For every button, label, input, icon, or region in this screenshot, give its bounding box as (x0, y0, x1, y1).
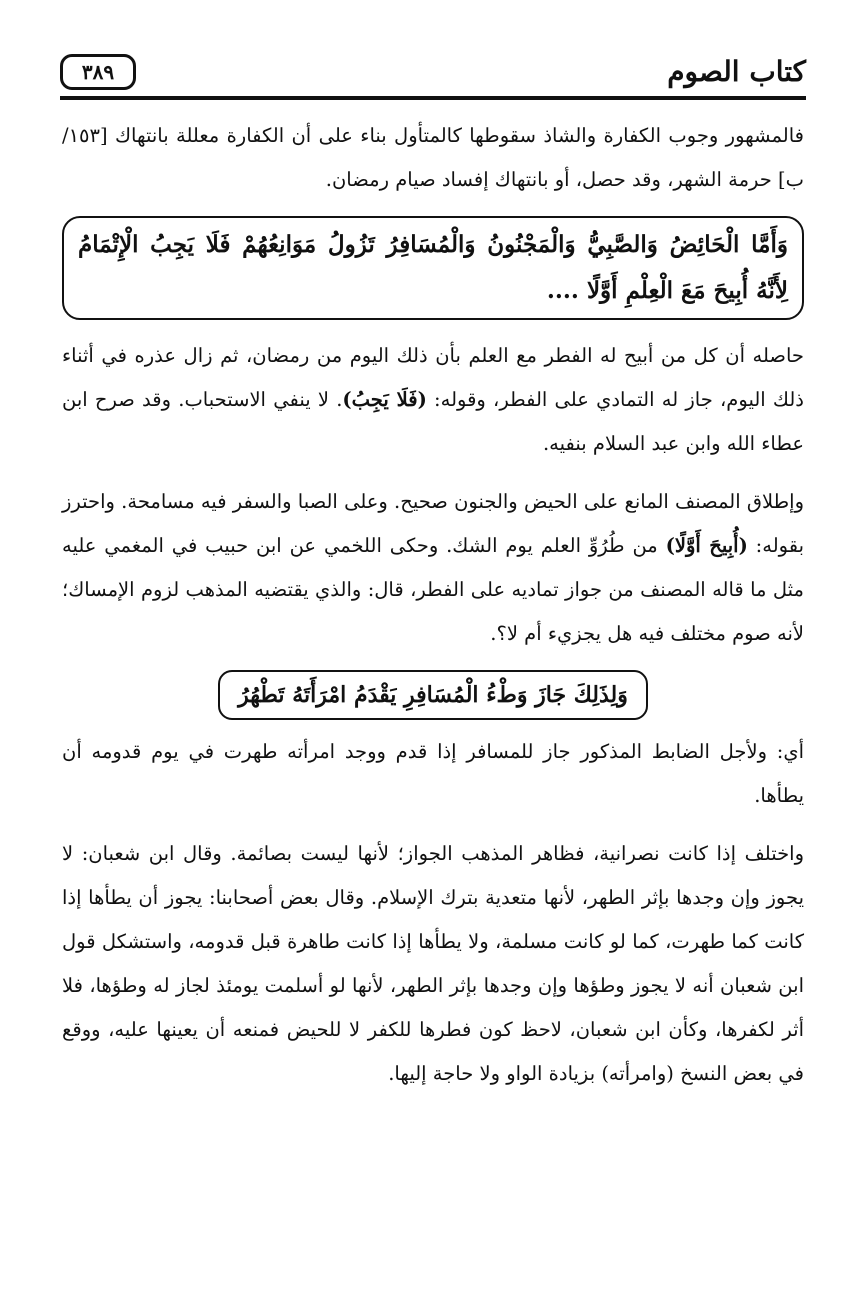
page-header (60, 52, 806, 102)
matn-text-1: وَأَمَّا الْحَائِضُ وَالصَّبِيُّ وَالْمَجْنُونُ وَالْمُسَافِرُ تَزُولُ مَوَانِعُهُمْ فَلَا يَجِبُ الْإِتْمَامُ لِأَنَّهُ أُبِيحَ مَعَ الْعِلْمِ أَوَّلًا .... (78, 231, 788, 304)
commentary-paragraph-3 (62, 480, 804, 656)
matn-box-2 (218, 670, 648, 720)
commentary-paragraph-5: واختلف إذا كانت نصرانية، فظاهر المذهب الجواز؛ لأنها ليست بصائمة. وقال ابن شعبان: لا يجوز وإن وجدها بإثر الطهر، لأنها متعدية بترك الإسلام. وقال بعض أصحابنا: يجوز أن يطأها إذا كانت كما طهرت، كما لو كانت مسلمة، ولا يطأها إذا كانت طاهرة قبل قدومه، واستشكل قول ابن شعبان أنه لا يجوز وطؤها وإن وجدها بإثر الطهر، لأنها لو أسلمت يومئذ لجاز له وطؤها، فلا أثر لكفرها، وكأن ابن شعبان، لاحظ كون فطرها للكفر لا للحيض فمنعه أن يعينها عليه، ووقع في بعض النسخ (وامرأته) بزيادة الواو ولا حاجة إليها. (62, 842, 804, 1085)
paragraph-3-text-end: من طُرُوِّ العلم يوم الشك. وحكى اللخمي عن ابن حبيب في المغمي عليه مثل ما قاله المصنف من جواز تماديه على الفطر، قال: والذي يقتضيه المذهب لزوم الإمساك؛ لأنه صوم مختلف فيه هل يجزيء أم لا؟. (62, 534, 804, 645)
header-divider (60, 96, 806, 100)
paragraph-3-text-start: وإطلاق المصنف المانع على الحيض والجنون صحيح. وعلى الصبا والسفر فيه مسامحة. واحترز بقوله: (62, 490, 804, 557)
book-title: كتاب الصوم (667, 55, 806, 88)
paragraph-2-quote: (فَلَا يَجِبُ) (342, 388, 427, 411)
paragraph-2-text-start: حاصله أن كل من أبيح له الفطر مع العلم بأن ذلك اليوم من رمضان، ثم زال عذره في أثناء ذلك اليوم، جاز له التمادي على الفطر، وقوله: (62, 344, 804, 411)
paragraph-2-text-end: . لا ينفي الاستحباب. وقد صرح ابن عطاء الله وابن عبد السلام بنفيه. (62, 388, 804, 455)
matn-text-2: وَلِذَلِكَ جَازَ وَطْءُ الْمُسَافِرِ يَقْدَمُ امْرَأَتَهُ تَطْهُرُ (238, 682, 628, 708)
page-content (62, 114, 804, 1110)
commentary-paragraph-4: أي: ولأجل الضابط المذكور جاز للمسافر إذا قدم ووجد امرأته طهرت في يوم قدومه أن يطأها. (62, 740, 804, 807)
paragraph-3-quote: (أُبِيحَ أَوَّلًا) (665, 534, 748, 557)
page-number: ٣٨٩ (60, 54, 136, 90)
matn-box-1 (62, 216, 804, 320)
commentary-paragraph-1: فالمشهور وجوب الكفارة والشاذ سقوطها كالمتأول بناء على أن الكفارة معللة بانتهاك [١٥٣/ ب] حرمة الشهر، وقد حصل، أو بانتهاك إفساد صيام رمضان. (62, 124, 804, 191)
commentary-paragraph-2 (62, 334, 804, 466)
